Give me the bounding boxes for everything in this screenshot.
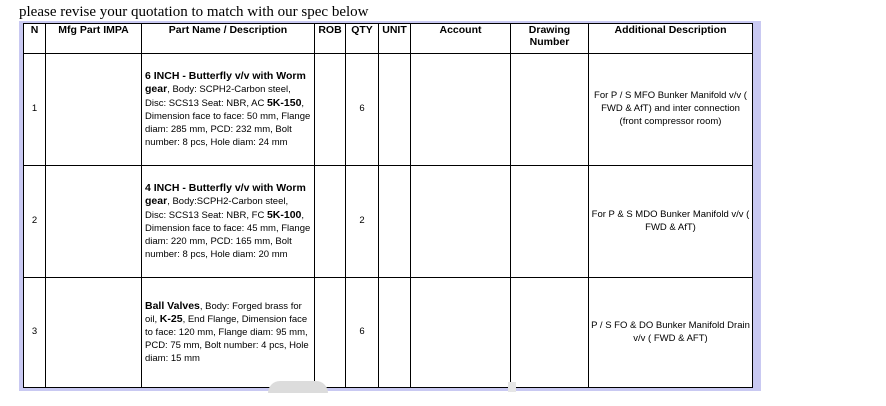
description-cell	[142, 166, 315, 278]
row-number: 1	[24, 54, 46, 166]
description-cell	[142, 54, 315, 166]
additional-description-cell: For P & S MDO Bunker Manifold v/v ( FWD & AfT)	[589, 166, 753, 278]
header-n: N	[24, 24, 46, 54]
rob-cell	[315, 54, 346, 166]
drawing-number-cell	[511, 278, 589, 388]
qty-cell: 6	[346, 54, 379, 166]
description-text: , Body: SCPH2-Carbon steel, Disc: SCS13 Seat: NBR, AC	[145, 84, 291, 110]
description-title: Ball Valves	[145, 299, 200, 312]
header-row	[24, 24, 753, 54]
table-row	[24, 54, 753, 166]
additional-description-cell: For P / S MFO Bunker Manifold v/v ( FWD & AfT) and inter connection (front compressor room)	[589, 54, 753, 166]
row-number: 3	[24, 278, 46, 388]
qty-cell: 2	[346, 166, 379, 278]
description-rating: 5K-150	[266, 97, 302, 110]
header-qty: QTY	[346, 24, 379, 54]
description-dimensions: , Dimension face to face: 45 mm, Flange diam: 220 mm, PCD: 165 mm, Bolt number: 8 pcs, Hole diam: 20 mm	[145, 210, 311, 260]
rob-cell	[315, 166, 346, 278]
account-cell	[411, 54, 511, 166]
description-rating: K-25	[159, 313, 183, 326]
qty-cell: 6	[346, 278, 379, 388]
row-number: 2	[24, 166, 46, 278]
additional-description-cell: P / S FO & DO Bunker Manifold Drain v/v ( FWD & AFT)	[589, 278, 753, 388]
header-drawing-number: Drawing Number	[511, 24, 589, 54]
description-rating: 5K-100	[266, 209, 302, 222]
description-title: 4 INCH - Butterfly v/v with Worm gear	[145, 181, 306, 208]
watermark-fragment	[268, 381, 328, 393]
mfg-part-cell	[46, 166, 142, 278]
unit-cell	[379, 166, 411, 278]
drawing-number-cell	[511, 166, 589, 278]
header-rob: ROB	[315, 24, 346, 54]
intro-text: please revise your quotation to match with our spec below	[19, 4, 369, 20]
description-text: , Body:SCPH2-Carbon steel, Disc: SCS13 Seat: NBR, FC	[145, 196, 289, 222]
mfg-part-cell	[46, 54, 142, 166]
header-account: Account	[411, 24, 511, 54]
spec-table	[23, 23, 753, 388]
table-row	[24, 166, 753, 278]
header-unit: UNIT	[379, 24, 411, 54]
description-title: 6 INCH - Butterfly v/v with Worm gear	[145, 69, 306, 96]
header-additional-description: Additional Description	[589, 24, 753, 54]
description-dimensions: , End Flange, Dimension face to face: 120 mm, Flange diam: 95 mm, PCD: 75 mm, Bolt number: 4 pcs, Hole diam: 15 mm	[145, 314, 309, 364]
header-part-name: Part Name / Description	[142, 24, 315, 54]
unit-cell	[379, 278, 411, 388]
mfg-part-cell	[46, 278, 142, 388]
watermark-fragment	[508, 382, 516, 392]
unit-cell	[379, 54, 411, 166]
description-text: , Body: Forged brass for oil,	[145, 300, 302, 326]
table-row	[24, 278, 753, 388]
header-mfg-part: Mfg Part IMPA	[46, 24, 142, 54]
description-cell	[142, 278, 315, 388]
rob-cell	[315, 278, 346, 388]
account-cell	[411, 166, 511, 278]
description-dimensions: , Dimension face to face: 50 mm, Flange diam: 285 mm, PCD: 232 mm, Bolt number: 8 pcs, Hole diam: 24 mm	[145, 98, 311, 148]
drawing-number-cell	[511, 54, 589, 166]
account-cell	[411, 278, 511, 388]
